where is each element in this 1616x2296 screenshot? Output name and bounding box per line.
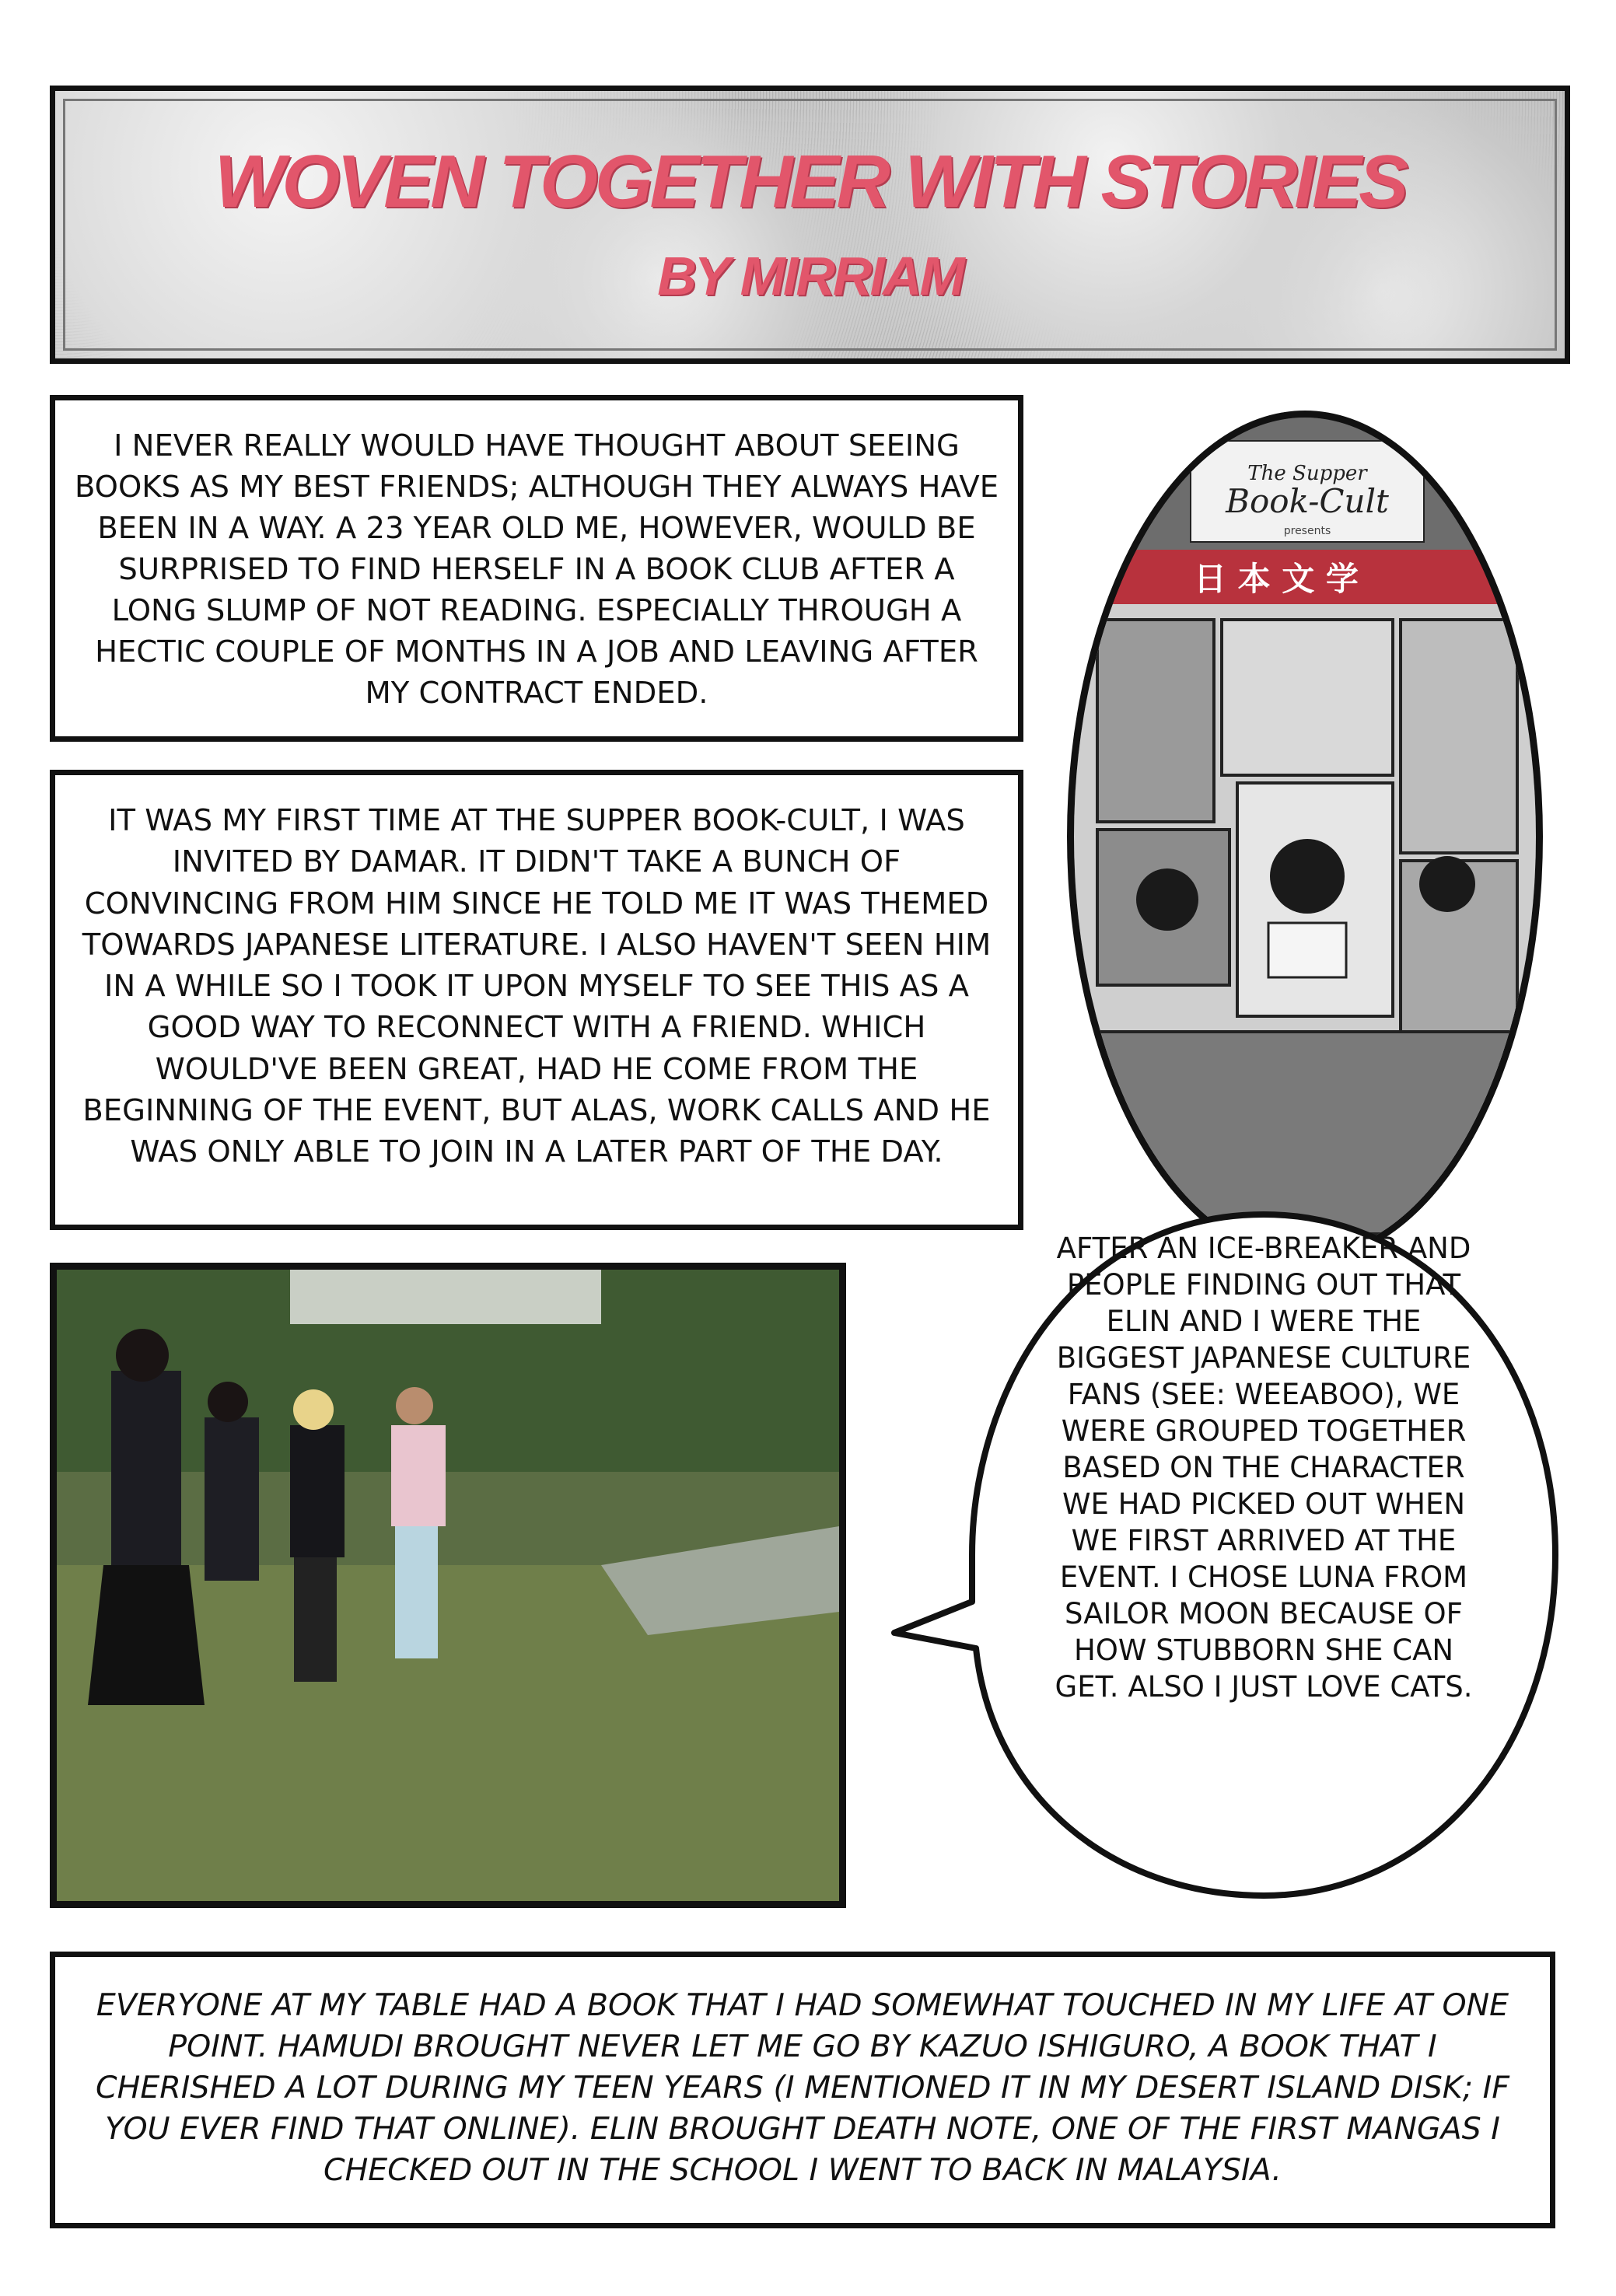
poster-line1: The Supper [1247, 462, 1367, 485]
bubble-text: AFTER AN ICE-BREAKER AND PEOPLE FINDING OUT THAT ELIN AND I WERE THE BIGGEST JAPANESE CULTURE FANS (SEE: WEEABOO), WE WERE GROUPED TOGETHER BASED ON THE CHARACTER WE HAD PICKED OUT WHEN WE FIRST ARRIVED AT THE EVENT. I CHOSE LUNA FROM SAILOR MOON BECAUSE OF HOW STUBBORN SHE CAN GET. ALSO I JUST LOVE CATS. [1055, 1232, 1473, 1704]
first-time-text: IT WAS MY FIRST TIME AT THE SUPPER BOOK-CULT, I WAS INVITED BY DAMAR. IT DIDN'T TAKE A BUNCH OF CONVINCING FROM HIM SINCE HE TOLD ME IT WAS THEMED TOWARDS JAPANESE LITERATURE. I ALSO HAVEN'T SEEN HIM IN A WHILE SO I TOOK IT UPON MYSELF TO SEE THIS AS A GOOD WAY TO RECONNECT WITH A FRIEND. WHICH WOULD'VE BEEN GREAT, HAD HE COME FROM THE BEGINNING OF THE EVENT, BUT ALAS, WORK CALLS AND HE WAS ONLY ABLE TO JOIN IN A LATER PART OF THE DAY. [82, 803, 992, 1170]
text-panel-intro [50, 395, 1023, 742]
poster-banner: 日 本 文 学 [1194, 560, 1359, 598]
header-panel [50, 86, 1570, 364]
poster-line3: presents [1283, 525, 1331, 537]
text-panel-table-books [50, 1952, 1555, 2228]
photo-illustration [57, 1270, 839, 1901]
poster-illustration [1074, 418, 1536, 1256]
page-title: WOVEN TOGETHER WITH STORIES [214, 140, 1406, 223]
poster-line2: Book-Cult [1226, 482, 1389, 520]
speech-bubble [887, 1205, 1586, 1905]
text-panel-first-time [50, 770, 1023, 1230]
garden-group-photo [50, 1263, 846, 1908]
header-inner-frame [63, 99, 1557, 351]
author-byline: BY MIRRIAM [657, 246, 963, 306]
intro-text: I NEVER REALLY WOULD HAVE THOUGHT ABOUT SEEING BOOKS AS MY BEST FRIENDS; ALTHOUGH THEY ALWAYS HAVE BEEN IN A WAY. A 23 YEAR OLD ME, HOWEVER, WOULD BE SURPRISED TO FIND HERSELF IN A BOOK CLUB AFTER A LONG SLUMP OF NOT READING. ESPECIALLY THROUGH A HECTIC COUPLE OF MONTHS IN A JOB AND LEAVING AFTER MY CONTRACT ENDED. [74, 428, 999, 711]
table-books-text: EVERYONE AT MY TABLE HAD A BOOK THAT I HAD SOMEWHAT TOUCHED IN MY LIFE AT ONE POINT. HAMUDI BROUGHT NEVER LET ME GO BY KAZUO ISHIGURO, A BOOK THAT I CHERISHED A LOT DURING MY TEEN YEARS (I MENTIONED IT IN MY DESERT ISLAND DISK; IF YOU EVER FIND THAT ONLINE). ELIN BROUGHT DEATH NOTE, ONE OF THE FIRST MANGAS I CHECKED OUT IN THE SCHOOL I WENT TO BACK IN MALAYSIA. [96, 1987, 1509, 2188]
event-poster-image [1067, 411, 1543, 1263]
